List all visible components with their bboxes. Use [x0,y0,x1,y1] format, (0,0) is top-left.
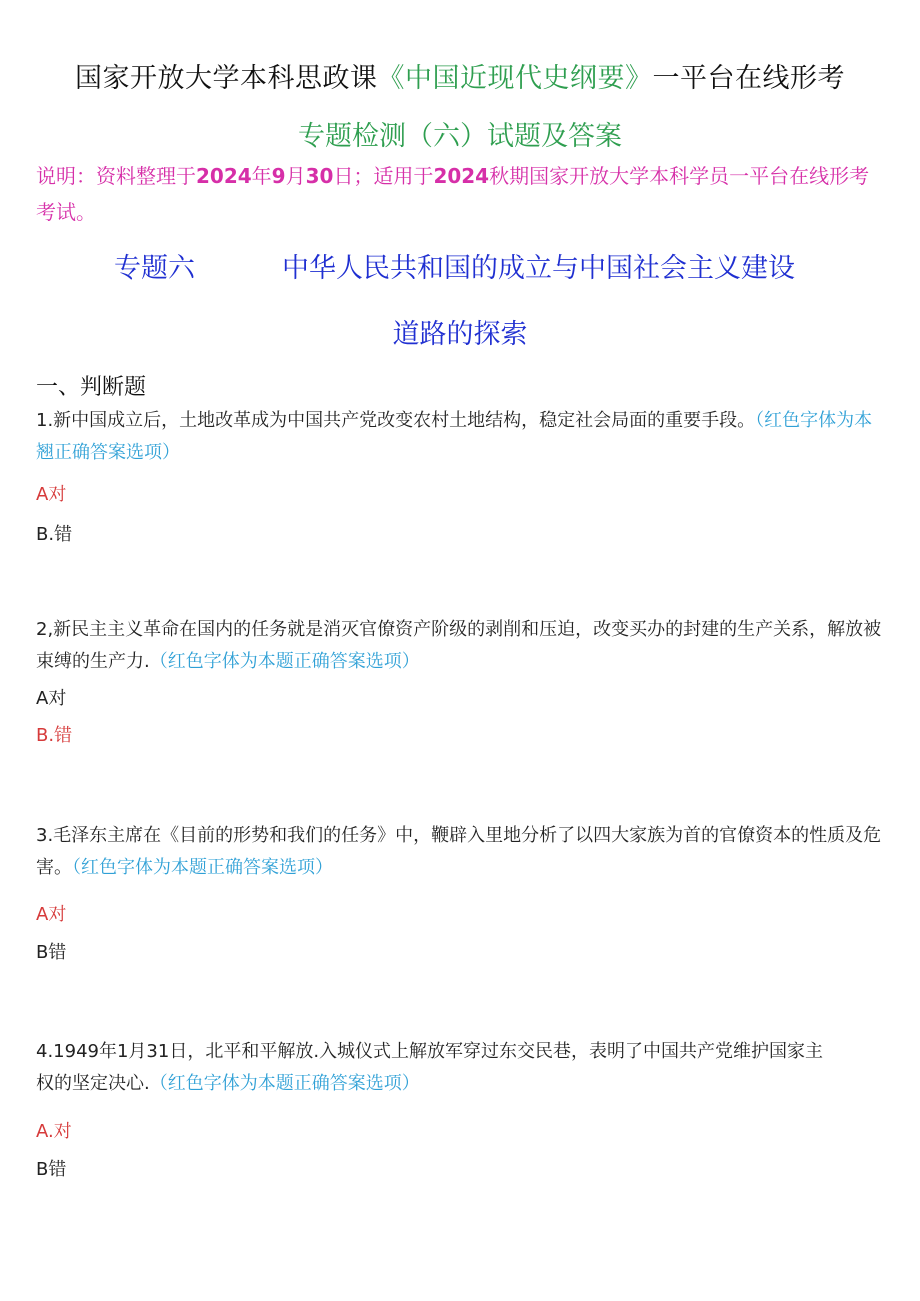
option-label: B错 [36,942,67,963]
option-label: A对 [36,688,67,709]
note-part: 年 [251,164,272,188]
note-part: 月 [285,164,306,188]
question-text: 2,新民主主义革命在国内的任务就是消灭官僚资产阶级的剥削和压迫，改变买办的封建的生产关系，解放被束缚的生产力. [36,619,882,672]
question-3 [36,820,888,884]
option-label: B.错 [36,725,73,746]
option-label: B错 [36,1159,67,1180]
option-b[interactable] [36,1155,66,1181]
note-part: 30 [305,164,334,188]
topic-name: 中华人民共和国的成立与中国社会主义建设 [282,253,795,284]
option-b[interactable] [36,520,72,546]
option-label: A对 [36,904,67,925]
question-text: 3.毛泽东主席在《目前的形势和我们的任务》中，鞭辟入里地分析了以四大家族为首的官僚资本的性质及危害。 [36,825,882,878]
note-part: 日；适用于 [333,164,434,188]
page-subtitle: 专题检测（六）试题及答案 [298,121,622,152]
title-book: 《中国近现代史纲要》 [377,63,653,94]
title-suffix: 一平台在线形考 [652,63,845,94]
note-part: 2024 [433,164,490,188]
page-title [0,56,920,95]
question-text: 1.新中国成立后，土地改革成为中国共产党改变农村土地结构，稳定社会局面的重要手段。 [36,410,756,431]
answer-hint: （红色字体为本题正确答案选项） [149,1073,420,1094]
option-label: A对 [36,484,67,505]
option-b[interactable] [36,938,66,964]
question-4 [36,1036,836,1100]
question-1 [36,405,888,469]
option-label: A.对 [36,1121,72,1142]
option-a[interactable] [36,900,66,926]
option-a[interactable] [36,480,66,506]
option-a[interactable] [36,684,66,710]
description-note [36,158,886,230]
answer-hint: （红色字体为本题正确答案选项） [149,651,420,672]
topic-name-continued: 道路的探索 [392,319,528,350]
note-part: 9 [271,164,286,188]
note-part: 说明：资料整理于 [36,164,196,188]
title-prefix: 国家开放大学本科思政课 [75,63,378,94]
note-part: 秋期国家开放大学本科学员一平台在线形考考试。 [36,164,870,224]
option-b[interactable] [36,721,72,747]
question-2 [36,614,888,678]
topic-number: 专题六 [114,253,195,284]
note-part: 2024 [196,164,252,188]
question-text: 4.1949年1月31日，北平和平解放.入城仪式上解放军穿过东交民巷，表明了中国共产党维护国家主权的坚定决心. [36,1041,824,1094]
option-a[interactable] [36,1117,72,1143]
answer-hint: （红色字体为本翘正确答案选项） [36,410,873,463]
answer-hint: （红色字体为本题正确答案选项） [72,857,333,878]
option-label: B.错 [36,524,73,545]
section-heading: 一、判断题 [36,375,147,400]
